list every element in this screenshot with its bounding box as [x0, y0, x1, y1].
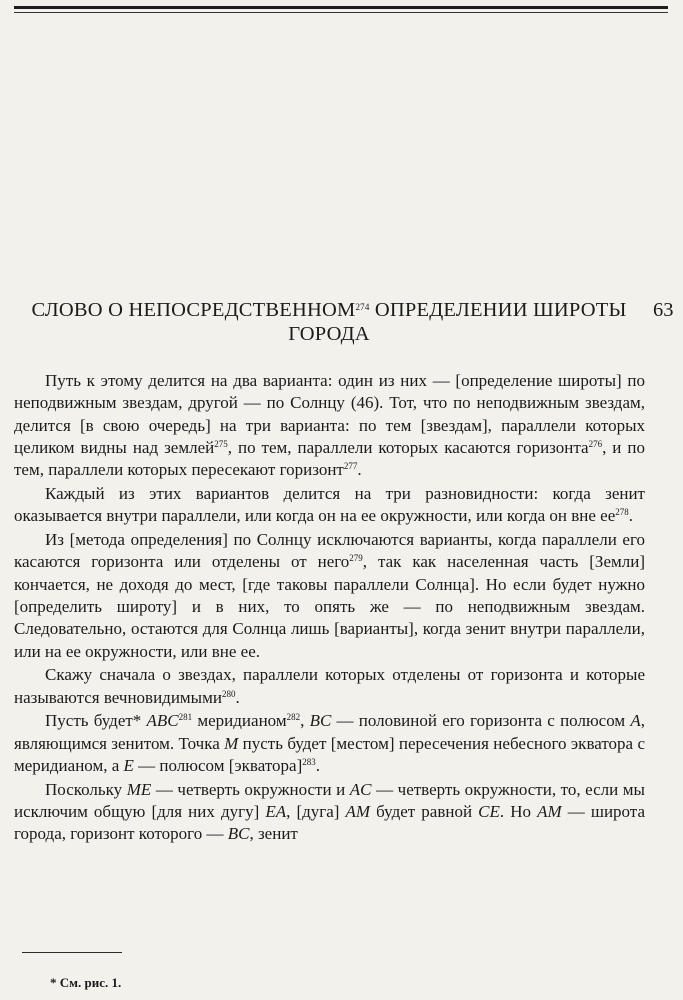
- paragraph-4: Скажу сначала о звездах, параллели которых отделены от горизонта и которые называются вечновидимыми$^{280}$.: [14, 665, 645, 707]
- body-text: [14, 370, 645, 847]
- footnote-separator: [22, 952, 122, 953]
- footnote-ref: 276: [588, 438, 603, 449]
- footnote-ref: 282: [286, 712, 301, 723]
- footnote-ref: 275: [214, 438, 228, 449]
- heading-line-1: СЛОВО О НЕПОСРЕДСТВЕННОМ$^{274}$ ОПРЕДЕЛЕНИИ ШИРОТЫ: [31, 299, 627, 321]
- header-rule-thin: [14, 12, 668, 13]
- footnote-ref: 279: [349, 553, 363, 564]
- header-rule: [14, 6, 668, 9]
- footnote-ref: 274: [355, 302, 370, 312]
- paragraph-3: Из [метода определения] по Солнцу исключаются варианты, когда параллели его касаются горизонта или отделены от него$^{279}$, так как населенная часть [Земли] кончается, не доходя до мест, [где таковы параллели Солнца]. Но если будет нужно [определить широту] и в них, то опять же — по неподвижным звездам. Следовательно, остаются для Солнца лишь [варианты], когда зенит внутри параллели, или на ее окружности, или вне ее.: [14, 530, 645, 661]
- footnote-ref: 277: [343, 461, 358, 472]
- footnote-ref: 283: [302, 757, 316, 768]
- footnote-ref: 280: [221, 688, 236, 699]
- paragraph-6: Поскольку ME — четверть окружности и AC — четверть окружности, то, если мы исключим общую [для них дугу] EA, [дуга] AM будет равной CE. Но AM — широта города, горизонт которого — BC, зенит: [14, 779, 645, 844]
- paragraph-1: Путь к этому делится на два варианта: один из них — [определение широты] по неподвижным звездам, другой — по Солнцу (46). Тот, что по неподвижным звездам, делится [в свою очередь] на три варианта: по тем [звездам], параллели которых целиком видны над землей$^{275}$, по тем, параллели которых касаются горизонта$^{276}$, и по тем, параллели которых пересекают горизонт$^{277}$.: [14, 371, 645, 480]
- paragraph-5: Пусть будет* ABC$^{281}$ меридианом$^{282}$, BC — половиной его горизонта с полюсом A, являющимся зенитом. Точка M пусть будет [местом] пересечения небесного экватора с меридианом, а E — полюсом [экватора]$^{283}$.: [14, 711, 646, 776]
- footnote: * См. рис. 1.: [50, 975, 122, 990]
- chapter-heading: [14, 298, 644, 346]
- paragraph-2: Каждый из этих вариантов делится на три разновидности: когда зенит оказывается внутри параллели, или когда он на ее окружности, или когда он вне $ее^{278}$.: [14, 483, 645, 526]
- footnote-ref: 278: [615, 507, 629, 518]
- page-number: 63: [653, 299, 674, 321]
- footnote-ref: 281: [178, 712, 193, 723]
- heading-line-2: ГОРОДА: [288, 323, 370, 345]
